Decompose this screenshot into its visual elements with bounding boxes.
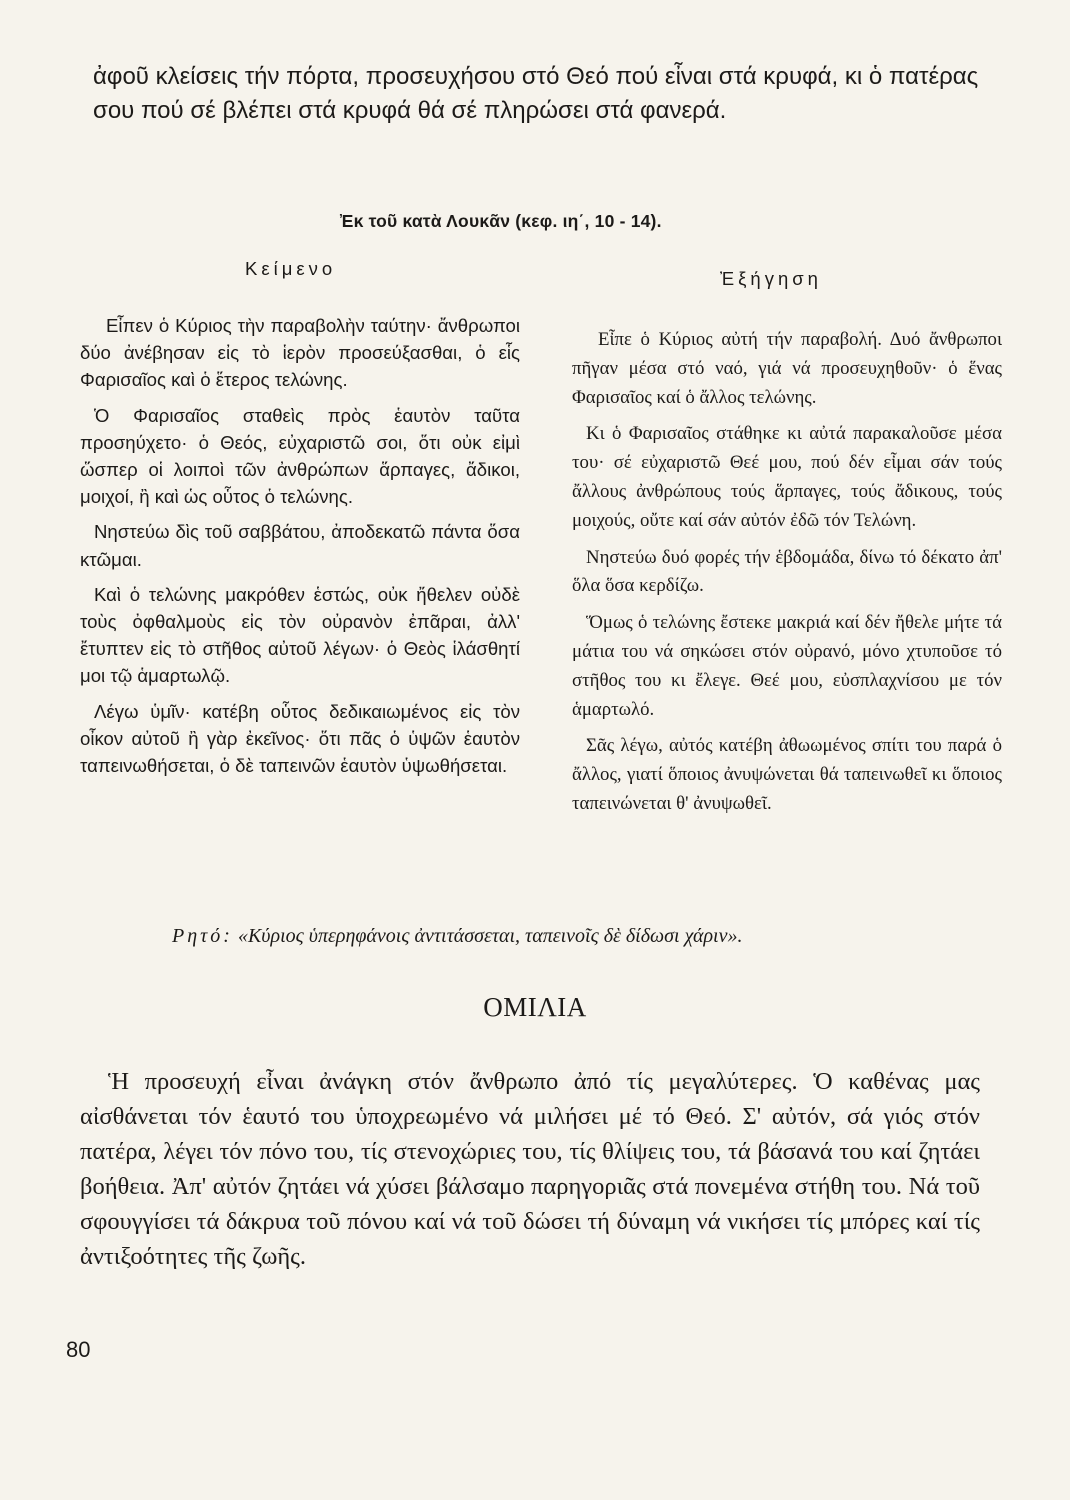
original-paragraph: Ὁ Φαρισαῖος σταθεὶς πρὸς ἑαυτὸν ταῦτα προσηύχετο· ὁ Θεός, εὐχαριστῶ σοι, ὅτι οὐκ εἰμὶ ὥσπερ οἱ λοιποὶ τῶν ἀνθρώπων ἅρπαγες, ἄδικοι, μοιχοί, ἢ καὶ ὡς οὗτος ὁ τελώνης.: [80, 404, 520, 508]
explanation-paragraph: Εἶπε ὁ Κύριος αὐτή τήν παραβολή. Δυό ἄνθρωποι πῆγαν μέσα στό ναό, γιά νά προσευχηθοῦν· ὁ ἕνας Φαρισαῖος καί ὁ ἄλλος τελώνης.: [572, 329, 1002, 408]
sermon-title: ΟΜΙΛΙΑ: [483, 992, 587, 1022]
saying-line: [172, 925, 742, 948]
intro-text: ἀφοῦ κλείσεις τήν πόρτα, προσευχήσου στό Θεό πού εἶναι στά κρυφά, κι ὁ πατέρας σου πού σέ βλέπει στά κρυφά θά σέ πληρώσει στά φανερά.: [93, 63, 979, 124]
explanation-paragraph: Νηστεύω δυό φορές τήν ἑβδομάδα, δίνω τό δέκατο ἀπ' ὅλα ὅσα κερδίζω.: [572, 546, 1002, 597]
original-paragraph: Καὶ ὁ τελώνης μακρόθεν ἑστώς, οὐκ ἤθελεν οὐδὲ τοὺς ὀφθαλμοὺς εἰς τὸν οὐρανὸν ἐπᾶραι, ἀλλ' ἔτυπτεν εἰς τὸ στῆθος αὐτοῦ λέγων· ὁ Θεὸς ἱλάσθητί μοι τῷ ἁμαρτωλῷ.: [80, 583, 520, 687]
scripture-reference: Ἐκ τοῦ κατὰ Λουκᾶν (κεφ. ιη΄, 10 - 14).: [340, 211, 662, 231]
intro-passage: [93, 60, 1023, 128]
explanation-paragraph: Σᾶς λέγω, αὐτός κατέβη ἀθωωμένος σπίτι του παρά ὁ ἄλλος, γιατί ὅποιος ἀνυψώνεται θά ταπεινωθεῖ κι ὅποιος ταπεινώνεται θ' ἀνυψωθεῖ.: [572, 735, 1002, 814]
explanation-column: [572, 326, 1002, 827]
saying-label: Ρητό:: [172, 925, 233, 947]
original-paragraph: Λέγω ὑμῖν· κατέβη οὗτος δεδικαιωμένος εἰς τὸν οἶκον αὐτοῦ ἢ γὰρ ἐκεῖνος· ὅτι πᾶς ὁ ὑψῶν ἑαυτὸν ταπεινωθήσεται, ὁ δὲ ταπεινῶν ἑαυτὸν ὑψωθήσεται.: [80, 700, 520, 777]
original-paragraph: Νηστεύω δὶς τοῦ σαββάτου, ἀποδεκατῶ πάντα ὅσα κτῶμαι.: [80, 521, 520, 570]
page-number: 80: [66, 1337, 91, 1362]
sermon-body: [80, 1064, 980, 1274]
original-text-column: [80, 312, 520, 787]
text-column-heading: Κείμενο: [245, 258, 337, 279]
original-paragraph: Εἶπεν ὁ Κύριος τὴν παραβολὴν ταύτην· ἄνθρωποι δύο ἀνέβησαν εἰς τὸ ἱερὸν προσεύξασθαι, ὁ εἷς Φαρισαῖος καὶ ὁ ἕτερος τελώνης.: [80, 315, 520, 391]
saying-quote: «Κύριος ὑπερηφάνοις ἀντιτάσσεται, ταπεινοῖς δὲ δίδωσι χάριν».: [237, 925, 743, 947]
sermon-paragraph: Ἡ προσευχή εἶναι ἀνάγκη στόν ἄνθρωπο ἀπό τίς μεγαλύτερες. Ὁ καθένας μας αἰσθάνεται τόν ἑαυτό του ὑποχρεωμένο νά μιλήσει μέ τό Θεό. Σ' αὐτόν, σά γιός στόν πατέρα, λέγει τόν πόνο του, τίς στενοχώριες του, τίς θλίψεις του, τά βάσανά του καί ζητάει βοήθεια. Ἀπ' αὐτόν ζητάει νά χύσει βάλσαμο παρηγοριᾶς στά πονεμένα στήθη του. Νά τοῦ σφουγγίσει τά δάκρυα τοῦ πόνου καί νά τοῦ δώσει τή δύναμη νά νικήσει τίς μπόρες καί τίς ἀντιξοότητες τῆς ζωῆς.: [80, 1068, 980, 1270]
explanation-paragraph: Ὅμως ὁ τελώνης ἔστεκε μακριά καί δέν ἤθελε μήτε τά μάτια του νά σηκώσει στόν οὐρανό, μόνο χτυποῦσε τό στῆθος του κι ἔλεγε. Θεέ μου, εὐσπλαχνίσου με τόν ἁμαρτωλό.: [572, 612, 1002, 720]
explanation-column-heading: Ἐξήγηση: [720, 268, 822, 289]
explanation-paragraph: Κι ὁ Φαρισαῖος στάθηκε κι αὐτά παρακαλοῦσε μέσα του· σέ εὐχαριστῶ Θεέ μου, πού δέν εἶμαι σάν τούς ἄλλους ἀνθρώπους τούς ἅρπαγες, τούς ἄδικους, τούς μοιχούς, οὔτε καί σάν αὐτόν ἐδῶ τόν Τελώνη.: [572, 423, 1002, 531]
